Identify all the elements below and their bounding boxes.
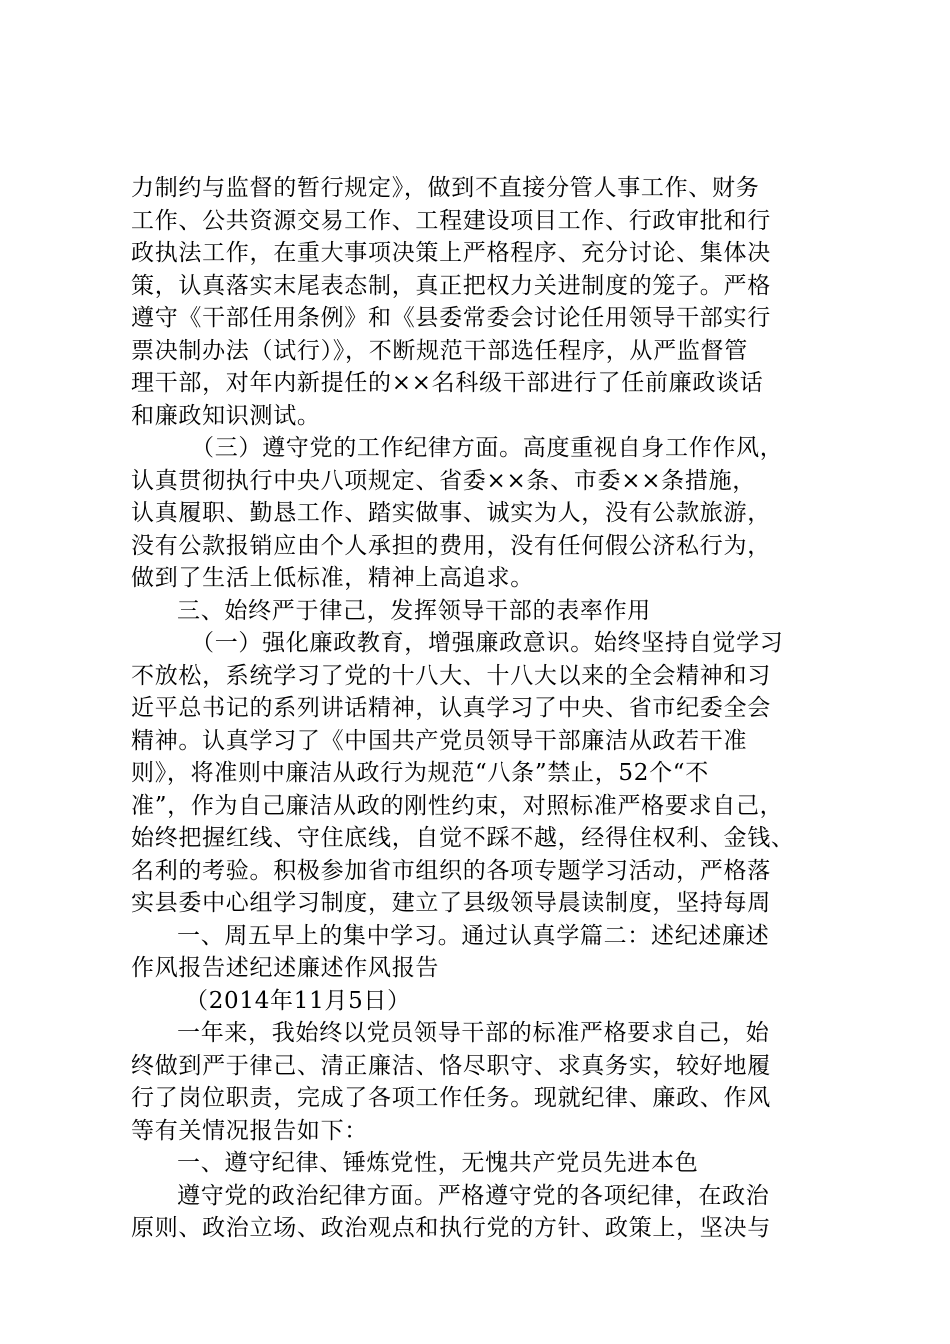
text-line: 做到了生活上低标准，精神上高追求。 xyxy=(131,565,534,591)
text-line: 和廉政知识测试。 xyxy=(131,402,321,429)
text-line: 终做到严于律己、清正廉洁、恪尽职守、求真务实，较好地履 xyxy=(131,1052,771,1079)
text-line: 名利的考验。积极参加省市组织的各项专题学习活动，严格落 xyxy=(131,857,771,884)
paragraph-start-line: （一）强化廉政教育，增强廉政意识。始终坚持自觉学习 xyxy=(191,630,784,656)
text-line: 力制约与监督的暂行规定》，做到不直接分管人事工作、财务 xyxy=(131,175,760,201)
text-line: 精神。认真学习了《中国共产党员领导干部廉洁从政若干准 xyxy=(131,727,748,754)
text-line: 则》，将准则中廉洁从政行为规范“八条”禁止，52个“不 xyxy=(131,760,709,786)
text-line: 准”，作为自己廉洁从政的刚性约束，对照标准严格要求自己， xyxy=(131,792,784,819)
text-line: 始终把握红线、守住底线，自觉不踩不越，经得住权利、金钱、 xyxy=(131,825,795,851)
report-date: （2014年11月5日） xyxy=(185,987,411,1014)
text-line: 票决制办法（试行）》，不断规范干部选任程序，从严监督管 xyxy=(131,337,748,364)
text-line: 原则、政治立场、政治观点和执行党的方针、政策上，坚决与 xyxy=(131,1215,771,1241)
text-line: 工作、公共资源交易工作、工程建设项目工作、行政审批和行 xyxy=(131,207,771,234)
text-line: 等有关情况报告如下： xyxy=(131,1117,368,1144)
paragraph-start-line: 一、周五早上的集中学习。通过认真学篇二：述纪述廉述 xyxy=(177,922,770,949)
text-line: 作风报告述纪述廉述作风报告 xyxy=(131,955,440,981)
section-heading: 一、遵守纪律、锤炼党性，无愧共产党员先进本色 xyxy=(177,1150,699,1176)
text-line: 认真贯彻执行中央八项规定、省委××条、市委××条措施， xyxy=(131,467,756,494)
text-line: 实县委中心组学习制度，建立了县级领导晨读制度，坚持每周 xyxy=(131,890,771,916)
section-heading: 三、始终严于律己，发挥领导干部的表率作用 xyxy=(177,597,651,624)
paragraph-start-line: 遵守党的政治纪律方面。严格遵守党的各项纪律，在政治 xyxy=(177,1182,770,1209)
text-line: 没有公款报销应由个人承担的费用，没有任何假公济私行为， xyxy=(131,532,771,559)
text-line: 近平总书记的系列讲话精神，认真学习了中央、省市纪委全会 xyxy=(131,695,771,721)
text-line: 行了岗位职责，完成了各项工作任务。现就纪律、廉政、作风 xyxy=(131,1085,771,1111)
text-line: 理干部，对年内新提任的××名科级干部进行了任前廉政谈话 xyxy=(131,370,764,396)
text-line: 认真履职、勤恳工作、踏实做事、诚实为人，没有公款旅游， xyxy=(131,500,771,526)
document-body xyxy=(131,172,831,1245)
text-line: 遵守《干部任用条例》和《县委常委会讨论任用领导干部实行 xyxy=(131,305,771,331)
paragraph-start-line: 一年来，我始终以党员领导干部的标准严格要求自己，始 xyxy=(177,1020,770,1046)
text-line: 策，认真落实末尾表态制，真正把权力关进制度的笼子。严格 xyxy=(131,272,771,299)
paragraph-start-line: （三）遵守党的工作纪律方面。高度重视自身工作作风， xyxy=(191,435,784,461)
text-line: 不放松，系统学习了党的十八大、十八大以来的全会精神和习 xyxy=(131,662,771,689)
text-line: 政执法工作，在重大事项决策上严格程序、充分讨论、集体决 xyxy=(131,240,771,266)
